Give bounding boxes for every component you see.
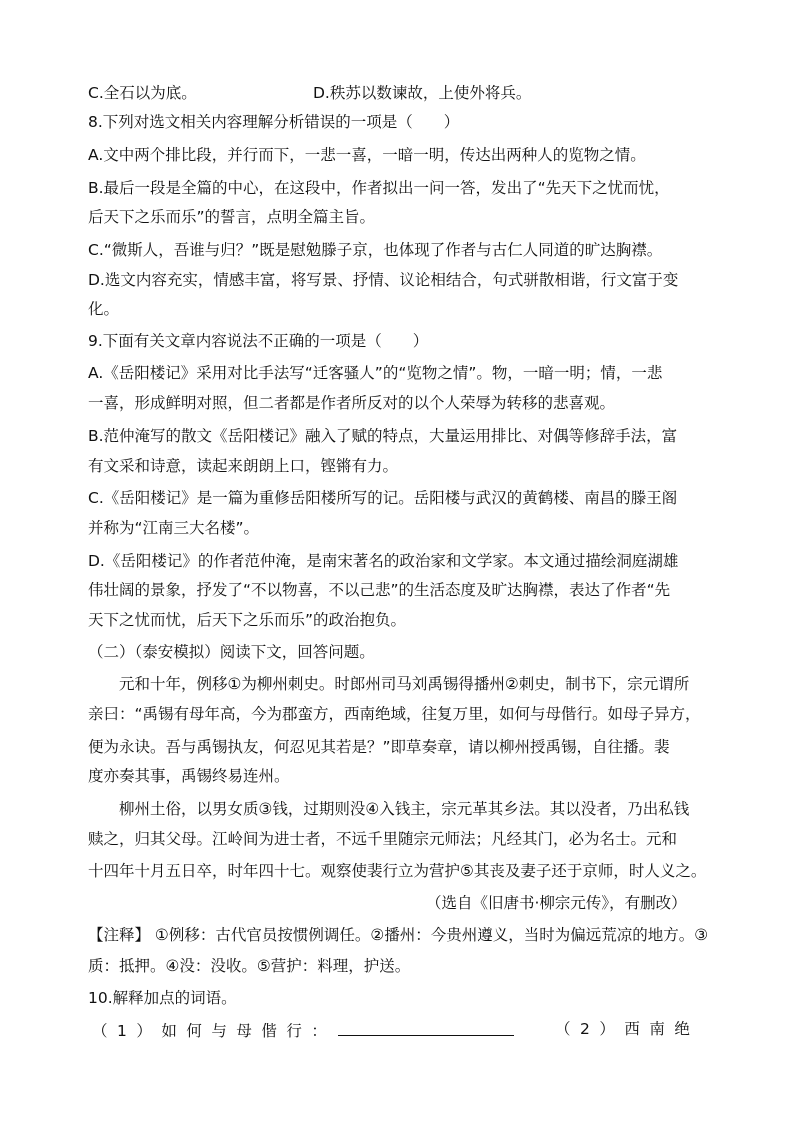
- q10-item1: [92, 1019, 514, 1041]
- q8-option-a: A.文中两个排比段，并行而下，一悲一喜，一暗一明，传达出两种人的览物之情。: [88, 146, 646, 164]
- passage-p1-line1: 元和十年，例移①为柳州刺史。时郎州司马刘禹锡得播州②刺史，制书下，宗元谓所: [119, 675, 690, 693]
- q8-option-d-line1: D.选文内容充实，情感丰富，将写景、抒情、议论相结合，句式骈散相谐，行文富于变: [88, 271, 679, 289]
- q9-option-d-line1: D.《岳阳楼记》的作者范仲淹，是南宋著名的政治家和文学家。本文通过描绘洞庭湖雄: [88, 552, 679, 570]
- q7-option-d: D.秩苏以数谏故，上使外将兵。: [313, 84, 532, 102]
- q9-option-a-line1: A.《岳阳楼记》采用对比手法写“迁客骚人”的“览物之情”。物，一暗一明；情，一悲: [88, 364, 663, 382]
- q10-item1-answer-blank[interactable]: [338, 1019, 514, 1036]
- q9-option-b-line1: B.范仲淹写的散文《岳阳楼记》融入了赋的特点，大量运用排比、对偶等修辞手法，富: [88, 427, 678, 445]
- passage-p2-line2: 赎之，归其父母。江岭间为进士者，不远千里随宗元师法；凡经其门，必为名士。元和: [88, 830, 678, 848]
- passage-source: （选自《旧唐书·柳宗元传》，有删改）: [426, 894, 687, 912]
- q8-option-c: C.“微斯人，吾谁与归？”既是慰勉滕子京，也体现了作者与古仁人同道的旷达胸襟。: [88, 241, 663, 259]
- passage-p2-line1: 柳州土俗，以男女质③钱，过期则没④入钱主，宗元革其乡法。其以没者，乃出私钱: [119, 800, 690, 818]
- q9-option-b-line2: 有文采和诗意，读起来朗朗上口，铿锵有力。: [88, 457, 399, 475]
- q8-option-b-line2: 后天下之乐而乐”的誓言，点明全篇主旨。: [88, 208, 376, 226]
- q8-option-d-line2: 化。: [88, 300, 120, 318]
- q7-option-c: C.全石以为底。: [88, 84, 197, 102]
- annotation-line2: 质：抵押。④没：没收。⑤营护：料理，护送。: [88, 957, 411, 975]
- q10-item1-label: （1）如何与母偕行：: [92, 1022, 337, 1040]
- q9-option-c-line2: 并称为“江南三大名楼”。: [88, 519, 260, 537]
- q9-option-d-line3: 天下之忧而忧，后天下之乐而乐”的政治抱负。: [88, 611, 407, 629]
- q8-option-b-line1: B.最后一段是全篇的中心，在这段中，作者拟出一问一答，发出了“先天下之忧而忧，: [88, 179, 670, 197]
- passage-p1-line2: 亲曰：“禹锡有母年高，今为郡蛮方，西南绝域，往复万里，如何与母偕行。如母子异方，: [88, 705, 701, 723]
- passage-p1-line4: 度亦奏其事，禹锡终易连州。: [88, 767, 290, 785]
- q8-stem: 8.下列对选文相关内容理解分析错误的一项是（ ）: [88, 113, 460, 131]
- q10-item2-label: （2）西南绝: [555, 1020, 700, 1038]
- q9-option-a-line2: 一喜，形成鲜明对照，但二者都是作者所反对的以个人荣辱为转移的悲喜观。: [88, 394, 616, 412]
- q9-option-c-line1: C.《岳阳楼记》是一篇为重修岳阳楼所写的记。岳阳楼与武汉的黄鹤楼、南昌的滕王阁: [88, 489, 678, 507]
- q9-stem: 9.下面有关文章内容说法不正确的一项是（ ）: [88, 332, 429, 350]
- q9-option-d-line2: 伟壮阔的景象，抒发了“不以物喜，不以己悲”的生活态度及旷达胸襟，表达了作者“先: [88, 581, 671, 599]
- q10-stem: 10.解释加点的词语。: [88, 989, 237, 1007]
- passage-p2-line3: 十四年十月五日卒，时年四十七。观察使裴行立为营护⑤其丧及妻子还于京师，时人义之。: [88, 862, 707, 880]
- passage-p1-line3: 便为永诀。吾与禹锡执友，何忍见其若是？”即草奏章，请以柳州授禹锡，自往播。裴: [88, 738, 670, 756]
- annotation-line1: 【注释】 ①例移：古代官员按惯例调任。②播州：今贵州遵义，当时为偏远荒凉的地方。③: [88, 926, 709, 944]
- section2-heading: （二）（泰安模拟）阅读下文，回答问题。: [88, 643, 375, 661]
